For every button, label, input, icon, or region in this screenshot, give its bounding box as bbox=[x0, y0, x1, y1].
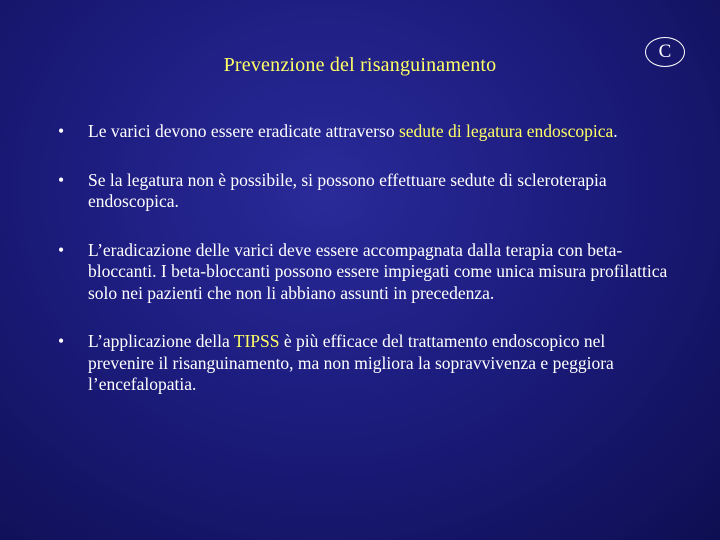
slide-badge: C bbox=[645, 37, 685, 67]
bullet-list bbox=[58, 121, 668, 423]
slide-title bbox=[0, 54, 720, 77]
bullet-text-end: . bbox=[613, 121, 618, 141]
bullet-text: Le varici devono essere eradicate attraverso bbox=[88, 121, 399, 141]
bullet-dot: • bbox=[58, 331, 65, 351]
bullet-item bbox=[58, 331, 668, 396]
bullet-item bbox=[58, 121, 668, 143]
bullet-dot: • bbox=[58, 239, 65, 260]
bullet-highlight: sedute di legatura endoscopica bbox=[398, 121, 614, 141]
bullet-text: L’eradicazione delle varici deve essere accompagnata dalla terapia con beta-bloccanti. I beta-bloccanti possono essere impiegati come unica misura profilattica solo nei pazienti che non li abbiano assunti in precedenza. bbox=[88, 239, 668, 303]
bullet-text: L’applicazione della bbox=[88, 331, 234, 351]
bullet-item bbox=[58, 170, 668, 213]
bullet-text: Se la legatura non è possibile, si possono effettuare sedute di scleroterapia endoscopica. bbox=[88, 169, 607, 211]
bullet-highlight: TIPSS bbox=[233, 331, 280, 351]
slide-title-text: Prevenzione del risanguinamento bbox=[223, 54, 497, 76]
bullet-text-end: è più efficace del trattamento endoscopico nel prevenire il risanguinamento, ma non migliora la sopravvivenza e peggiora l’encefalopatia. bbox=[88, 331, 614, 394]
bullet-item bbox=[58, 240, 668, 305]
bullet-dot: • bbox=[58, 169, 65, 190]
bullet-dot: • bbox=[58, 121, 65, 141]
